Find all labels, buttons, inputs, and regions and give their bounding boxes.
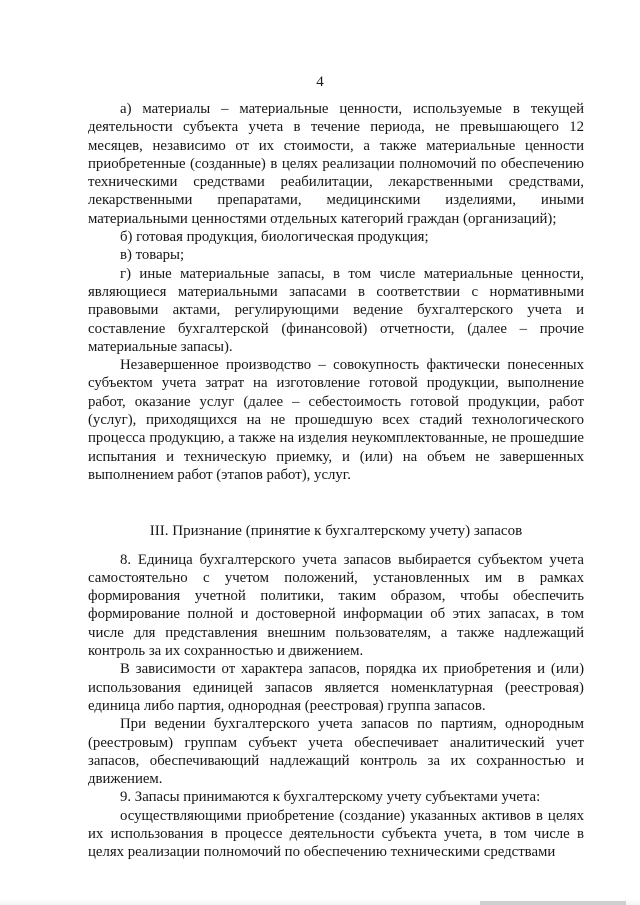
scan-mark — [480, 901, 626, 905]
paragraph-finished-products: б) готовая продукция, биологическая продукция; — [120, 229, 429, 246]
paragraph-acquisition: осуществляющими приобретение (создание) указанных активов в целях их использования в процессе деятельности субъекта учета, в том числе в целях реализации полномочий по обеспечению техническими средствами — [88, 807, 584, 861]
page-number: 4 — [316, 74, 324, 90]
paragraph-clause-8: 8. Единица бухгалтерского учета запасов выбирается субъектом учета самостоятельно с учетом положений, установленных им в рамках формирования учетной политики, таким образом, чтобы обеспечить формирование полной и достоверной информации об этих запасах, в том числе для представления внешним пользователям, а также надлежащий контроль за их сохранностью и движением. — [88, 551, 584, 660]
paragraph-batch-accounting: При ведении бухгалтерского учета запасов по партиям, однородным (реестровым) группам субъект учета обеспечивает аналитический учет запасов, обеспечивающий надлежащий контроль за их сохранностью и движением. — [88, 716, 584, 788]
paragraph-inventory-unit: В зависимости от характера запасов, порядка их приобретения и (или) использования единицей запасов является номенклатурная (реестровая) единица либо партия, однородная (реестровая) группа запасов. — [88, 661, 584, 714]
paragraph-clause-9: 9. Запасы принимаются к бухгалтерскому учету субъектами учета: — [120, 789, 541, 806]
paragraph-goods: в) товары; — [120, 247, 185, 264]
section-heading: III. Признание (принятие к бухгалтерскому учету) запасов — [149, 523, 523, 540]
paragraph-other-inventories: г) иные материальные запасы, в том числе материальные ценности, являющиеся материальными запасами в соответствии с нормативными правовыми актами, регулирующими ведение бухгалтерского учета и составление бухгалтерской (финансовой) отчетности, (далее – прочие материальные запасы). — [88, 265, 584, 355]
paragraph-work-in-progress: Незавершенное производство – совокупность фактически понесенных субъектом учета затрат на изготовление готовой продукции, выполнение работ, оказание услуг (далее – себестоимость готовой продукции, работ (услуг), приходящихся на не прошедшую всех стадий технологического процесса продукцию, а также на изделия неукомплектованные, не прошедшие испытания и техническую приемку, и (или) на объем не завершенных выполнением работ (этапов работ), услуг. — [88, 357, 584, 483]
document-body — [88, 100, 584, 862]
paragraph-materials-definition: а) материалы – материальные ценности, используемые в текущей деятельности субъекта учета в течение периода, не превышающего 12 месяцев, независимо от их стоимости, а также материальные ценности приобретенные (созданные) в целях реализации полномочий по обеспечению техническими средствами реабилитации, лекарственными средствами, лекарственными препаратами, медицинскими изделиями, иными материальными ценностями отдельных категорий граждан (организаций); — [88, 101, 584, 227]
